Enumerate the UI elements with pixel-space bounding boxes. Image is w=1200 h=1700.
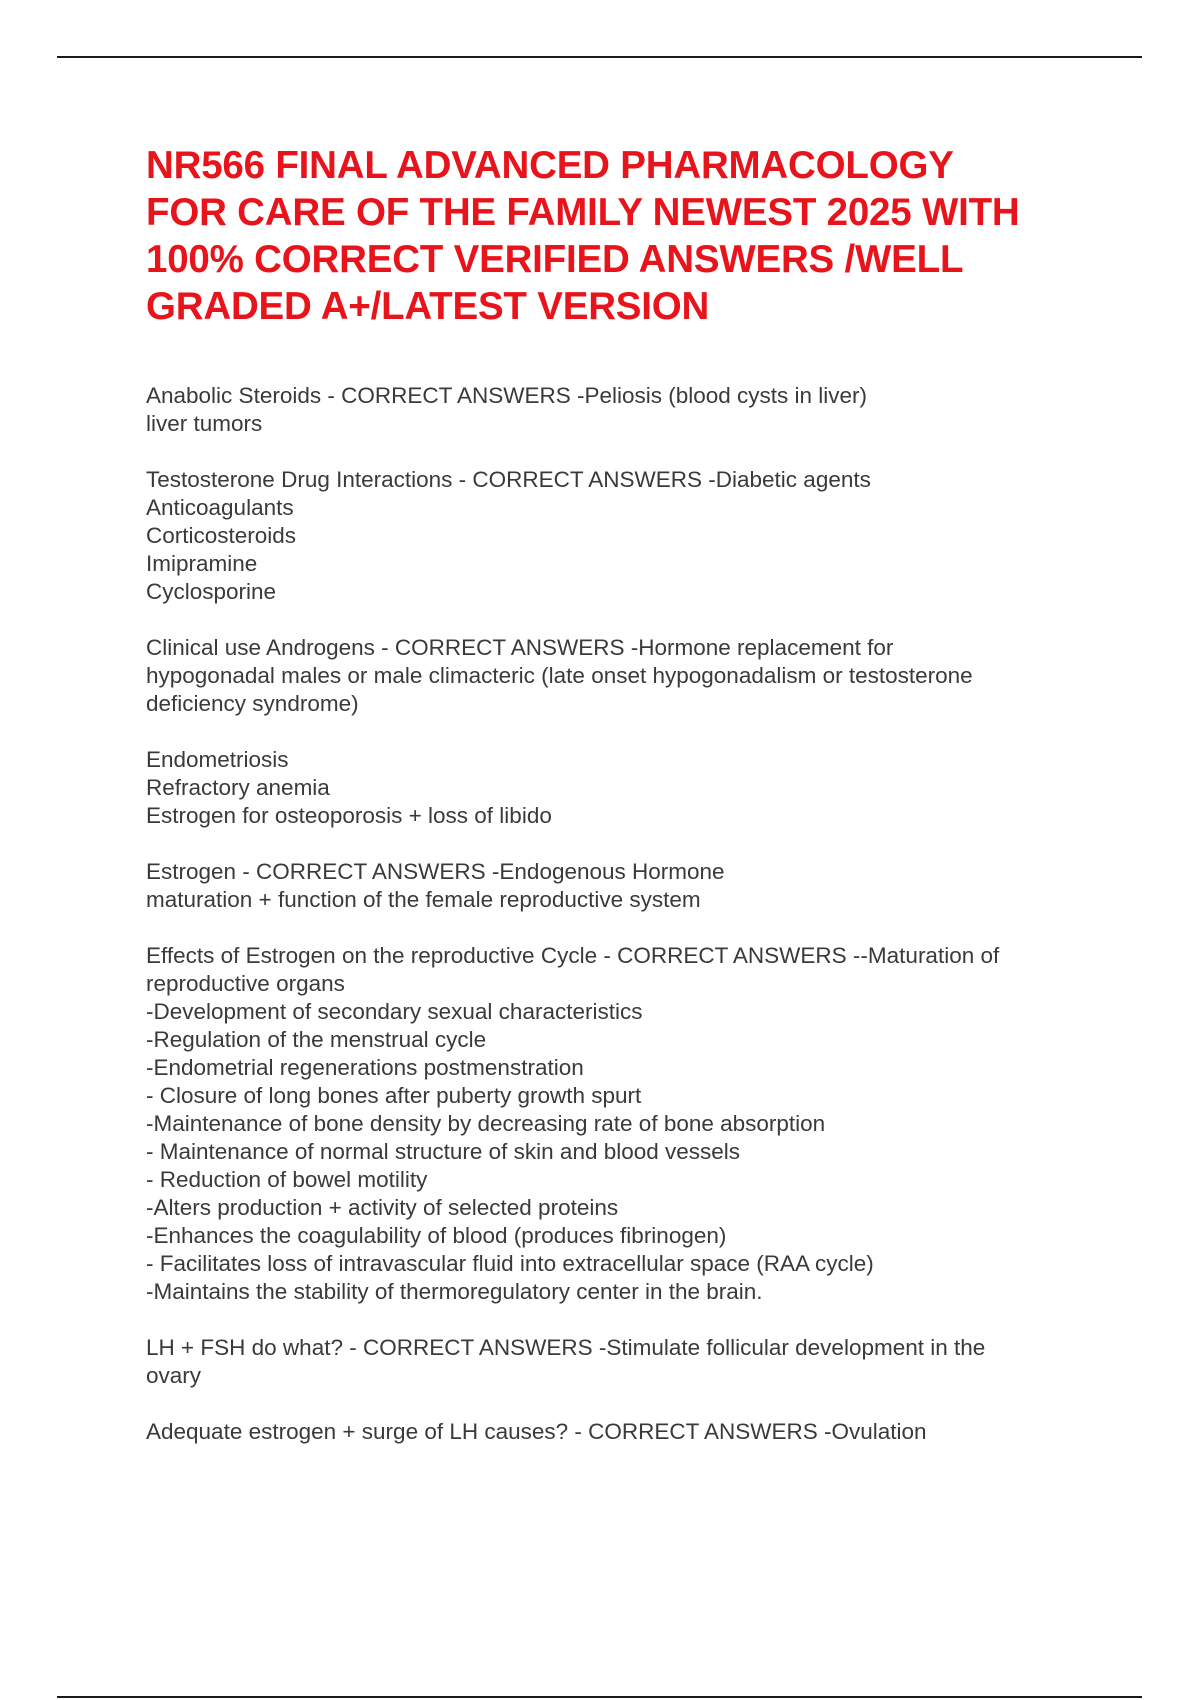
- qa-entry-lh-fsh: [146, 1334, 1086, 1390]
- entry-line: Anticoagulants: [146, 495, 294, 520]
- title-line: GRADED A+/LATEST VERSION: [146, 285, 710, 328]
- entry-line: -Regulation of the menstrual cycle: [146, 1027, 487, 1052]
- entry-line: -Endometrial regenerations postmenstration: [146, 1055, 584, 1080]
- title-line: FOR CARE OF THE FAMILY NEWEST 2025 WITH: [146, 191, 1020, 234]
- entry-line: Refractory anemia: [146, 775, 330, 800]
- entry-line: Anabolic Steroids - CORRECT ANSWERS -Peliosis (blood cysts in liver): [146, 383, 868, 408]
- entry-line: liver tumors: [146, 411, 263, 436]
- entry-line: Testosterone Drug Interactions - CORRECT ANSWERS -Diabetic agents: [146, 467, 871, 492]
- qa-entry-estrogen: [146, 858, 1086, 914]
- entry-line: -Development of secondary sexual characteristics: [146, 999, 643, 1024]
- entry-line: Effects of Estrogen on the reproductive Cycle - CORRECT ANSWERS --Maturation of: [146, 943, 1000, 968]
- entry-line: Estrogen for osteoporosis + loss of libido: [146, 803, 552, 828]
- entry-line: -Enhances the coagulability of blood (produces fibrinogen): [146, 1223, 727, 1248]
- entry-line: Corticosteroids: [146, 523, 297, 548]
- document-page: [146, 142, 1086, 1474]
- entry-line: ovary: [146, 1363, 202, 1388]
- entry-line: - Maintenance of normal structure of skin and blood vessels: [146, 1139, 741, 1164]
- document-title: [146, 142, 1086, 330]
- title-line: NR566 FINAL ADVANCED PHARMACOLOGY: [146, 144, 954, 187]
- entry-line: Endometriosis: [146, 747, 289, 772]
- entry-line: Estrogen - CORRECT ANSWERS -Endogenous Hormone: [146, 859, 725, 884]
- entry-line: maturation + function of the female reproductive system: [146, 887, 701, 912]
- entry-line: reproductive organs: [146, 971, 345, 996]
- entry-line: - Facilitates loss of intravascular fluid into extracellular space (RAA cycle): [146, 1251, 874, 1276]
- entry-line: Clinical use Androgens - CORRECT ANSWERS -Hormone replacement for: [146, 635, 894, 660]
- top-rule: [57, 56, 1142, 58]
- entry-line: deficiency syndrome): [146, 691, 359, 716]
- entry-line: LH + FSH do what? - CORRECT ANSWERS -Stimulate follicular development in the: [146, 1335, 986, 1360]
- entry-line: -Alters production + activity of selected proteins: [146, 1195, 619, 1220]
- qa-entry-clinical-use-androgens: [146, 634, 1086, 718]
- qa-entry-effects-of-estrogen: [146, 942, 1086, 1306]
- qa-entry-ovulation: [146, 1418, 1086, 1446]
- qa-entry-androgen-uses-continued: [146, 746, 1086, 830]
- title-line: 100% CORRECT VERIFIED ANSWERS /WELL: [146, 238, 964, 281]
- qa-entry-testosterone-interactions: [146, 466, 1086, 606]
- entry-line: Adequate estrogen + surge of LH causes? - CORRECT ANSWERS -Ovulation: [146, 1419, 927, 1444]
- qa-entry-anabolic-steroids: [146, 382, 1086, 438]
- entry-line: -Maintains the stability of thermoregulatory center in the brain.: [146, 1279, 763, 1304]
- bottom-rule: [57, 1696, 1142, 1698]
- entry-line: - Reduction of bowel motility: [146, 1167, 428, 1192]
- entry-line: -Maintenance of bone density by decreasing rate of bone absorption: [146, 1111, 826, 1136]
- entry-line: hypogonadal males or male climacteric (late onset hypogonadalism or testosterone: [146, 663, 973, 688]
- qa-entries: [146, 382, 1086, 1446]
- entry-line: Imipramine: [146, 551, 258, 576]
- entry-line: - Closure of long bones after puberty growth spurt: [146, 1083, 642, 1108]
- entry-line: Cyclosporine: [146, 579, 277, 604]
